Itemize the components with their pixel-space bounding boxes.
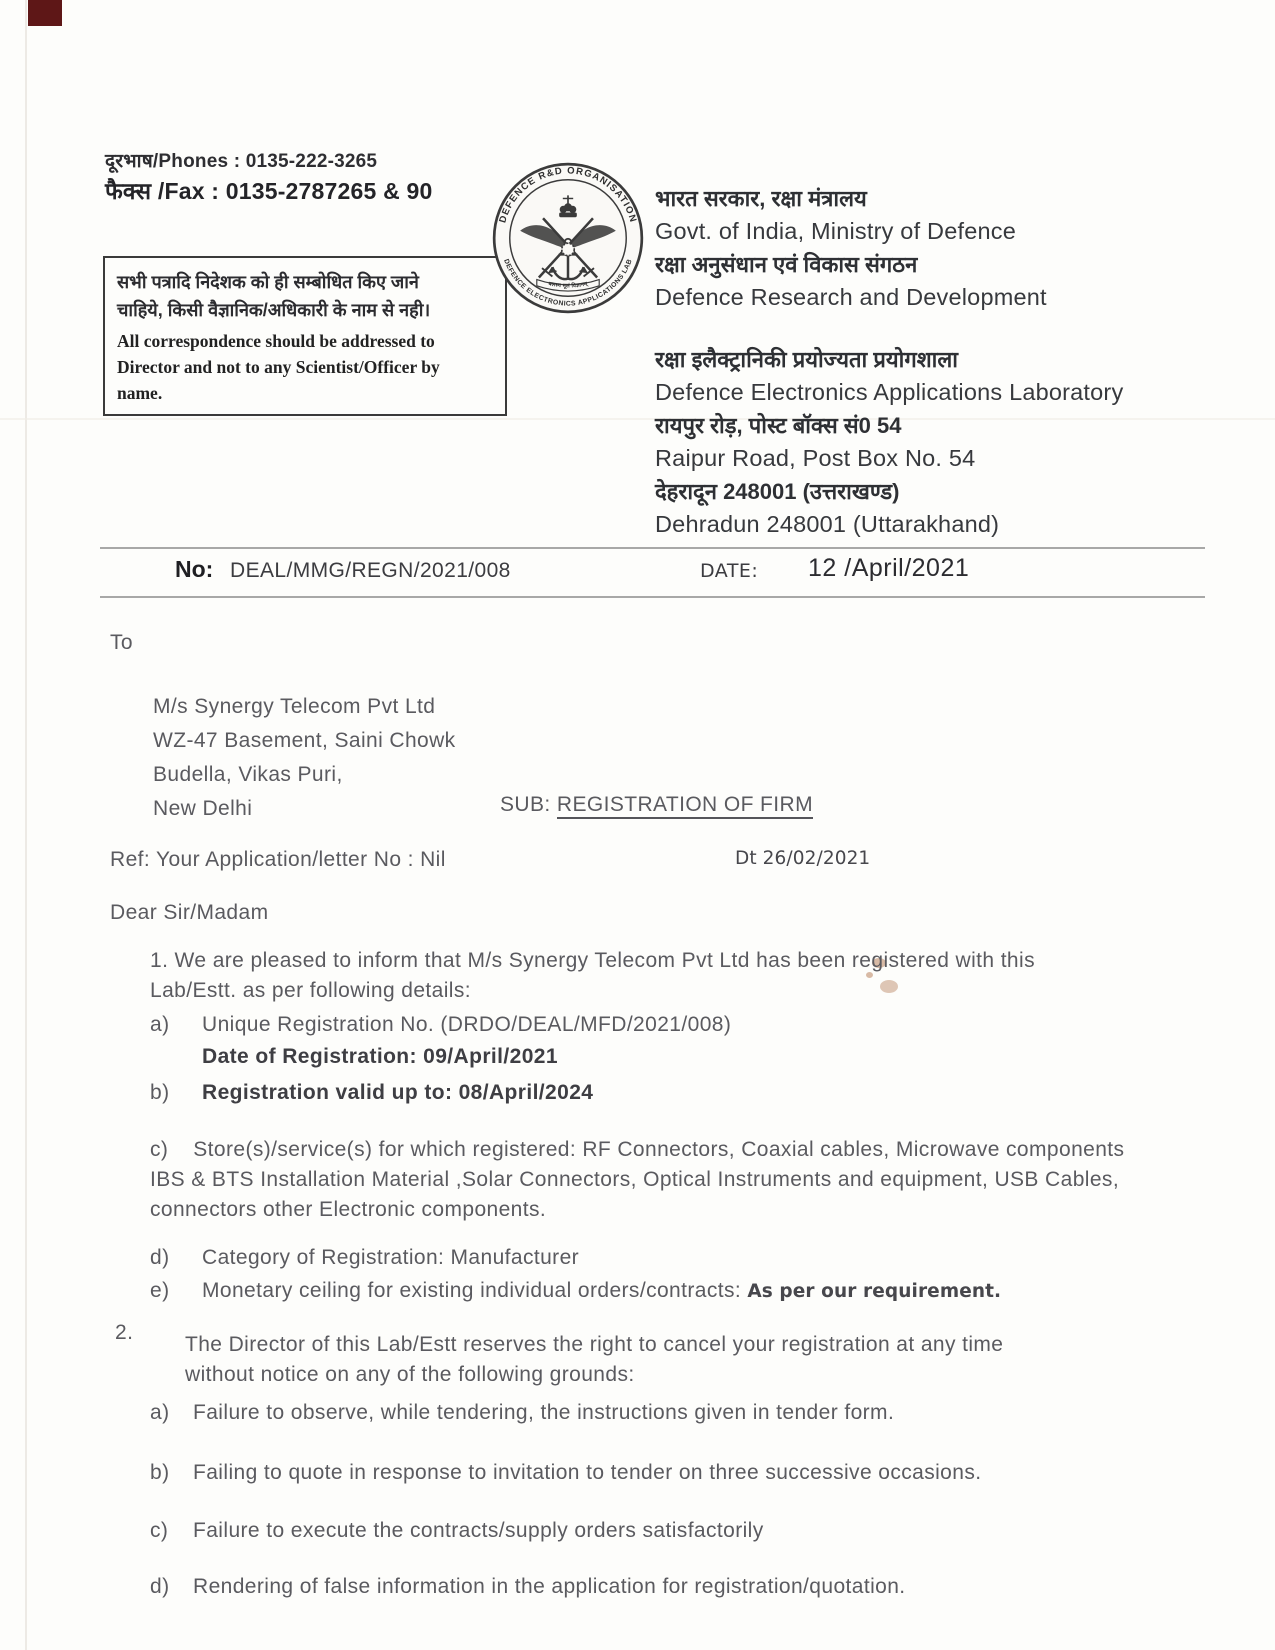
notice-hindi-line1: सभी पत्रादि निदेशक को ही सम्बोधित किए जाने (117, 272, 419, 292)
s2-item-a-text: Failure to observe, while tendering, the instructions given in tender form. (193, 1401, 895, 1424)
notice-hindi-line2: चाहिये, किसी वैज्ञानिक/अधिकारी के नाम से नही। (117, 300, 431, 320)
salutation: Dear Sir/Madam (110, 901, 269, 924)
date-label: DATE: (700, 560, 759, 582)
recipient-line: WZ-47 Basement, Saini Chowk (153, 729, 456, 752)
recipient-line: Budella, Vikas Puri, (153, 763, 343, 786)
org-english-1: Govt. of India, Ministry of Defence (655, 218, 1016, 244)
org-hindi-1: भारत सरकार, रक्षा मंत्रालय (655, 186, 867, 211)
date-value: 12 /April/2021 (808, 554, 970, 582)
item-a-bold: Date of Registration: 09/April/2021 (202, 1045, 558, 1068)
section2-intro: The Director of this Lab/Estt reserves the right to cancel your registration at any time without notice on any of the following grounds: (185, 1333, 1004, 1386)
s2-item-b-label: b) (150, 1461, 170, 1484)
recipient-line: New Delhi (153, 797, 253, 820)
correspondence-notice-box (103, 256, 507, 416)
ref-date: Dt 26/02/2021 (735, 848, 871, 869)
section1-intro: 1. We are pleased to inform that M/s Synergy Telecom Pvt Ltd has been registered with this Lab/Estt. as per following details: (150, 949, 1035, 1002)
fax-line: फैक्स /Fax : 0135-2787265 & 90 (105, 178, 433, 204)
item-c-text: Store(s)/service(s) for which registered: RF Connectors, Coaxial cables, Microwave components IBS & BTS Installation Material ,Solar Connectors, Optical Instruments and equipment, USB Cables, connectors other Electronic components. (150, 1138, 1125, 1221)
drdo-emblem (490, 160, 646, 316)
phones-line: दूरभाष/Phones : 0135-222-3265 (105, 151, 378, 172)
scan-corner-mark (28, 0, 62, 26)
org-english-2: Defence Research and Development (655, 284, 1047, 310)
letter-no-label: No: (175, 556, 214, 582)
lab-address-block (655, 343, 1215, 541)
item-c (150, 1135, 1165, 1225)
item-a-text: Unique Registration No. (DRDO/DEAL/MFD/2021/008) (202, 1013, 732, 1036)
item-b-bold: Registration valid up to: 08/April/2024 (202, 1081, 594, 1104)
s2-item-c-text: Failure to execute the contracts/supply orders satisfactorily (193, 1519, 764, 1542)
item-e (202, 1276, 1202, 1307)
drdo-emblem-seal (490, 160, 646, 316)
recipient-address (153, 690, 456, 826)
to-label: To (110, 631, 133, 654)
org-header-block (655, 182, 1215, 314)
notice-english: All correspondence should be addressed to Director and not to any Scientist/Officer by name. (117, 331, 440, 403)
letter-no-value: DEAL/MMG/REGN/2021/008 (230, 559, 511, 582)
item-d-label: d) (150, 1246, 170, 1269)
lab-english-2: Raipur Road, Post Box No. 54 (655, 445, 976, 471)
emblem-motto: बलस्य मूलं विज्ञानम् (547, 281, 589, 290)
lab-english-3: Dehradun 248001 (Uttarakhand) (655, 511, 1000, 537)
lab-hindi-3: देहरादून 248001 (उत्तराखण्ड) (655, 479, 900, 504)
lab-english-1: Defence Electronics Applications Laboratory (655, 379, 1124, 405)
item-c-label: c) (150, 1138, 169, 1161)
item-e-label: e) (150, 1279, 170, 1302)
lab-hindi-1: रक्षा इलैक्ट्रानिकी प्रयोज्यता प्रयोगशाला (655, 347, 958, 372)
item-b-label: b) (150, 1081, 170, 1104)
subject-label: SUB: (500, 793, 551, 816)
subject-text: REGISTRATION OF FIRM (557, 793, 813, 819)
emblem-bottom-text: DEFENCE ELECTRONICS APPLICATIONS LAB (502, 258, 634, 308)
divider-top (100, 547, 1205, 549)
item-d-text: Category of Registration: Manufacturer (202, 1246, 580, 1269)
org-hindi-2: रक्षा अनुसंधान एवं विकास संगठन (655, 252, 918, 277)
emblem-chakra (562, 243, 574, 255)
item-e-suffix: As per our requirement. (747, 1281, 1002, 1302)
item-a-label: a) (150, 1013, 170, 1036)
section2-number: 2. (115, 1321, 134, 1344)
s2-item-a-label: a) (150, 1401, 170, 1424)
lab-hindi-2: रायपुर रोड़, पोस्ट बॉक्स सं0 54 (655, 413, 902, 438)
subject-line (500, 790, 813, 820)
recipient-line: M/s Synergy Telecom Pvt Ltd (153, 695, 436, 718)
s2-item-b-text: Failing to quote in response to invitation to tender on three successive occasions. (193, 1461, 982, 1484)
s2-item-c-label: c) (150, 1519, 169, 1542)
item-e-text: Monetary ceiling for existing individual orders/contracts: (202, 1279, 742, 1302)
ref-line: Ref: Your Application/letter No : Nil (110, 848, 446, 871)
emblem-top-text: DEFENCE R&D ORGANISATION (497, 165, 639, 225)
scan-crease-vertical (25, 0, 27, 1650)
divider-bottom (100, 596, 1205, 598)
s2-item-d-label: d) (150, 1575, 170, 1598)
s2-item-d-text: Rendering of false information in the application for registration/quotation. (193, 1575, 906, 1598)
